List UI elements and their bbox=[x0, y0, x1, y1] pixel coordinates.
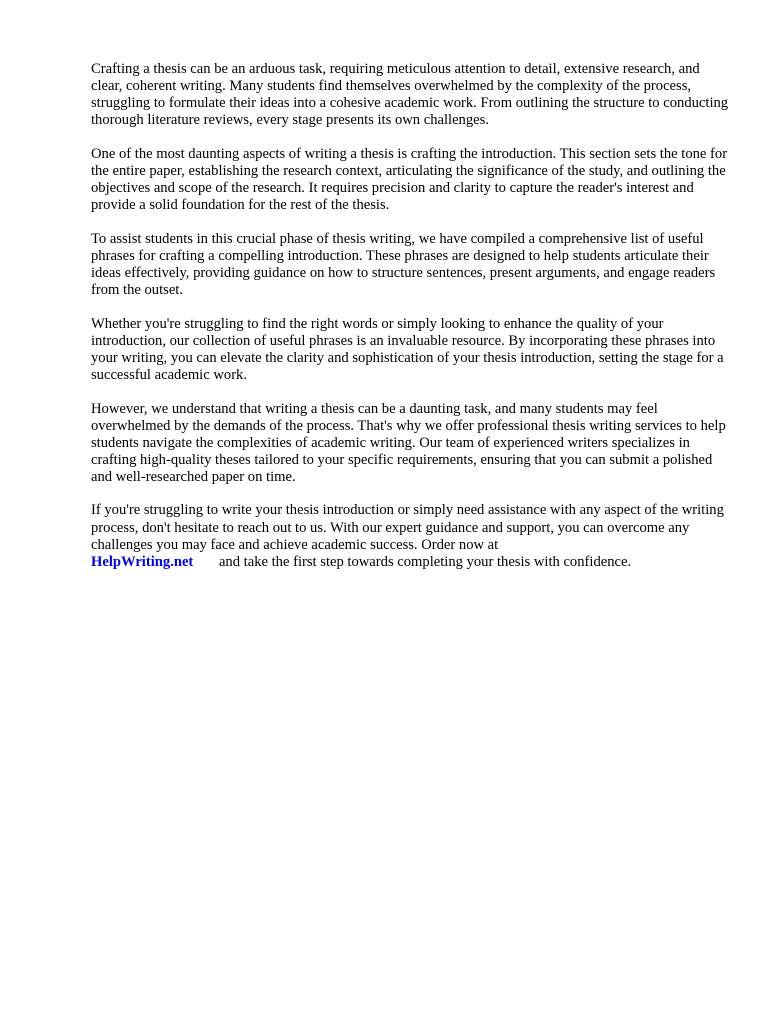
paragraph-6 bbox=[91, 502, 731, 570]
paragraph-4: Whether you're struggling to find the right words or simply looking to enhance the quality of your introduction, our collection of useful phrases is an invaluable resource. By incorporating these phrases into your writing, you can elevate the clarity and sophistication of your thesis introduction, setting the stage for a successful academic work. bbox=[91, 315, 724, 383]
paragraph-6-tail: and take the first step towards completing your thesis with confidence. bbox=[218, 553, 632, 570]
paragraph-2: One of the most daunting aspects of writing a thesis is crafting the introduction. This section sets the tone for the entire paper, establishing the research context, articulating the significance of the study, and outlining the objectives and scope of the research. It requires precision and clarity to capture the reader's interest and provide a solid foundation for the rest of the thesis. bbox=[91, 145, 728, 214]
paragraph-5: However, we understand that writing a thesis can be a daunting task, and many students may feel overwhelmed by the demands of the process. That's why we offer professional thesis writing services to help students navigate the complexities of academic writing. Our team of experienced writers specializes in crafting high-quality theses tailored to your specific requirements, ensuring that you can submit a polished and well-researched paper on time. bbox=[91, 400, 726, 485]
paragraph-6-text: If you're struggling to write your thesis introduction or simply need assistance with any aspect of the writing process, don't hesitate to reach out to us. With our expert guidance and support, you can overcome any challenges you may face and achieve academic success. Order now at bbox=[91, 502, 724, 553]
document-body bbox=[91, 61, 731, 587]
helpwriting-link[interactable]: HelpWriting.net bbox=[91, 553, 194, 570]
paragraph-1: Crafting a thesis can be an arduous task, requiring meticulous attention to detail, extensive research, and clear, coherent writing. Many students find themselves overwhelmed by the complexity of the process, struggling to formulate their ideas into a cohesive academic work. From outlining the structure to conducting thorough literature reviews, every stage presents its own challenges. bbox=[91, 61, 729, 129]
paragraph-3: To assist students in this crucial phase of thesis writing, we have compiled a comprehensive list of useful phrases for crafting a compelling introduction. These phrases are designed to help students articulate their ideas effectively, providing guidance on how to structure sentences, present arguments, and engage readers from the outset. bbox=[91, 230, 716, 299]
